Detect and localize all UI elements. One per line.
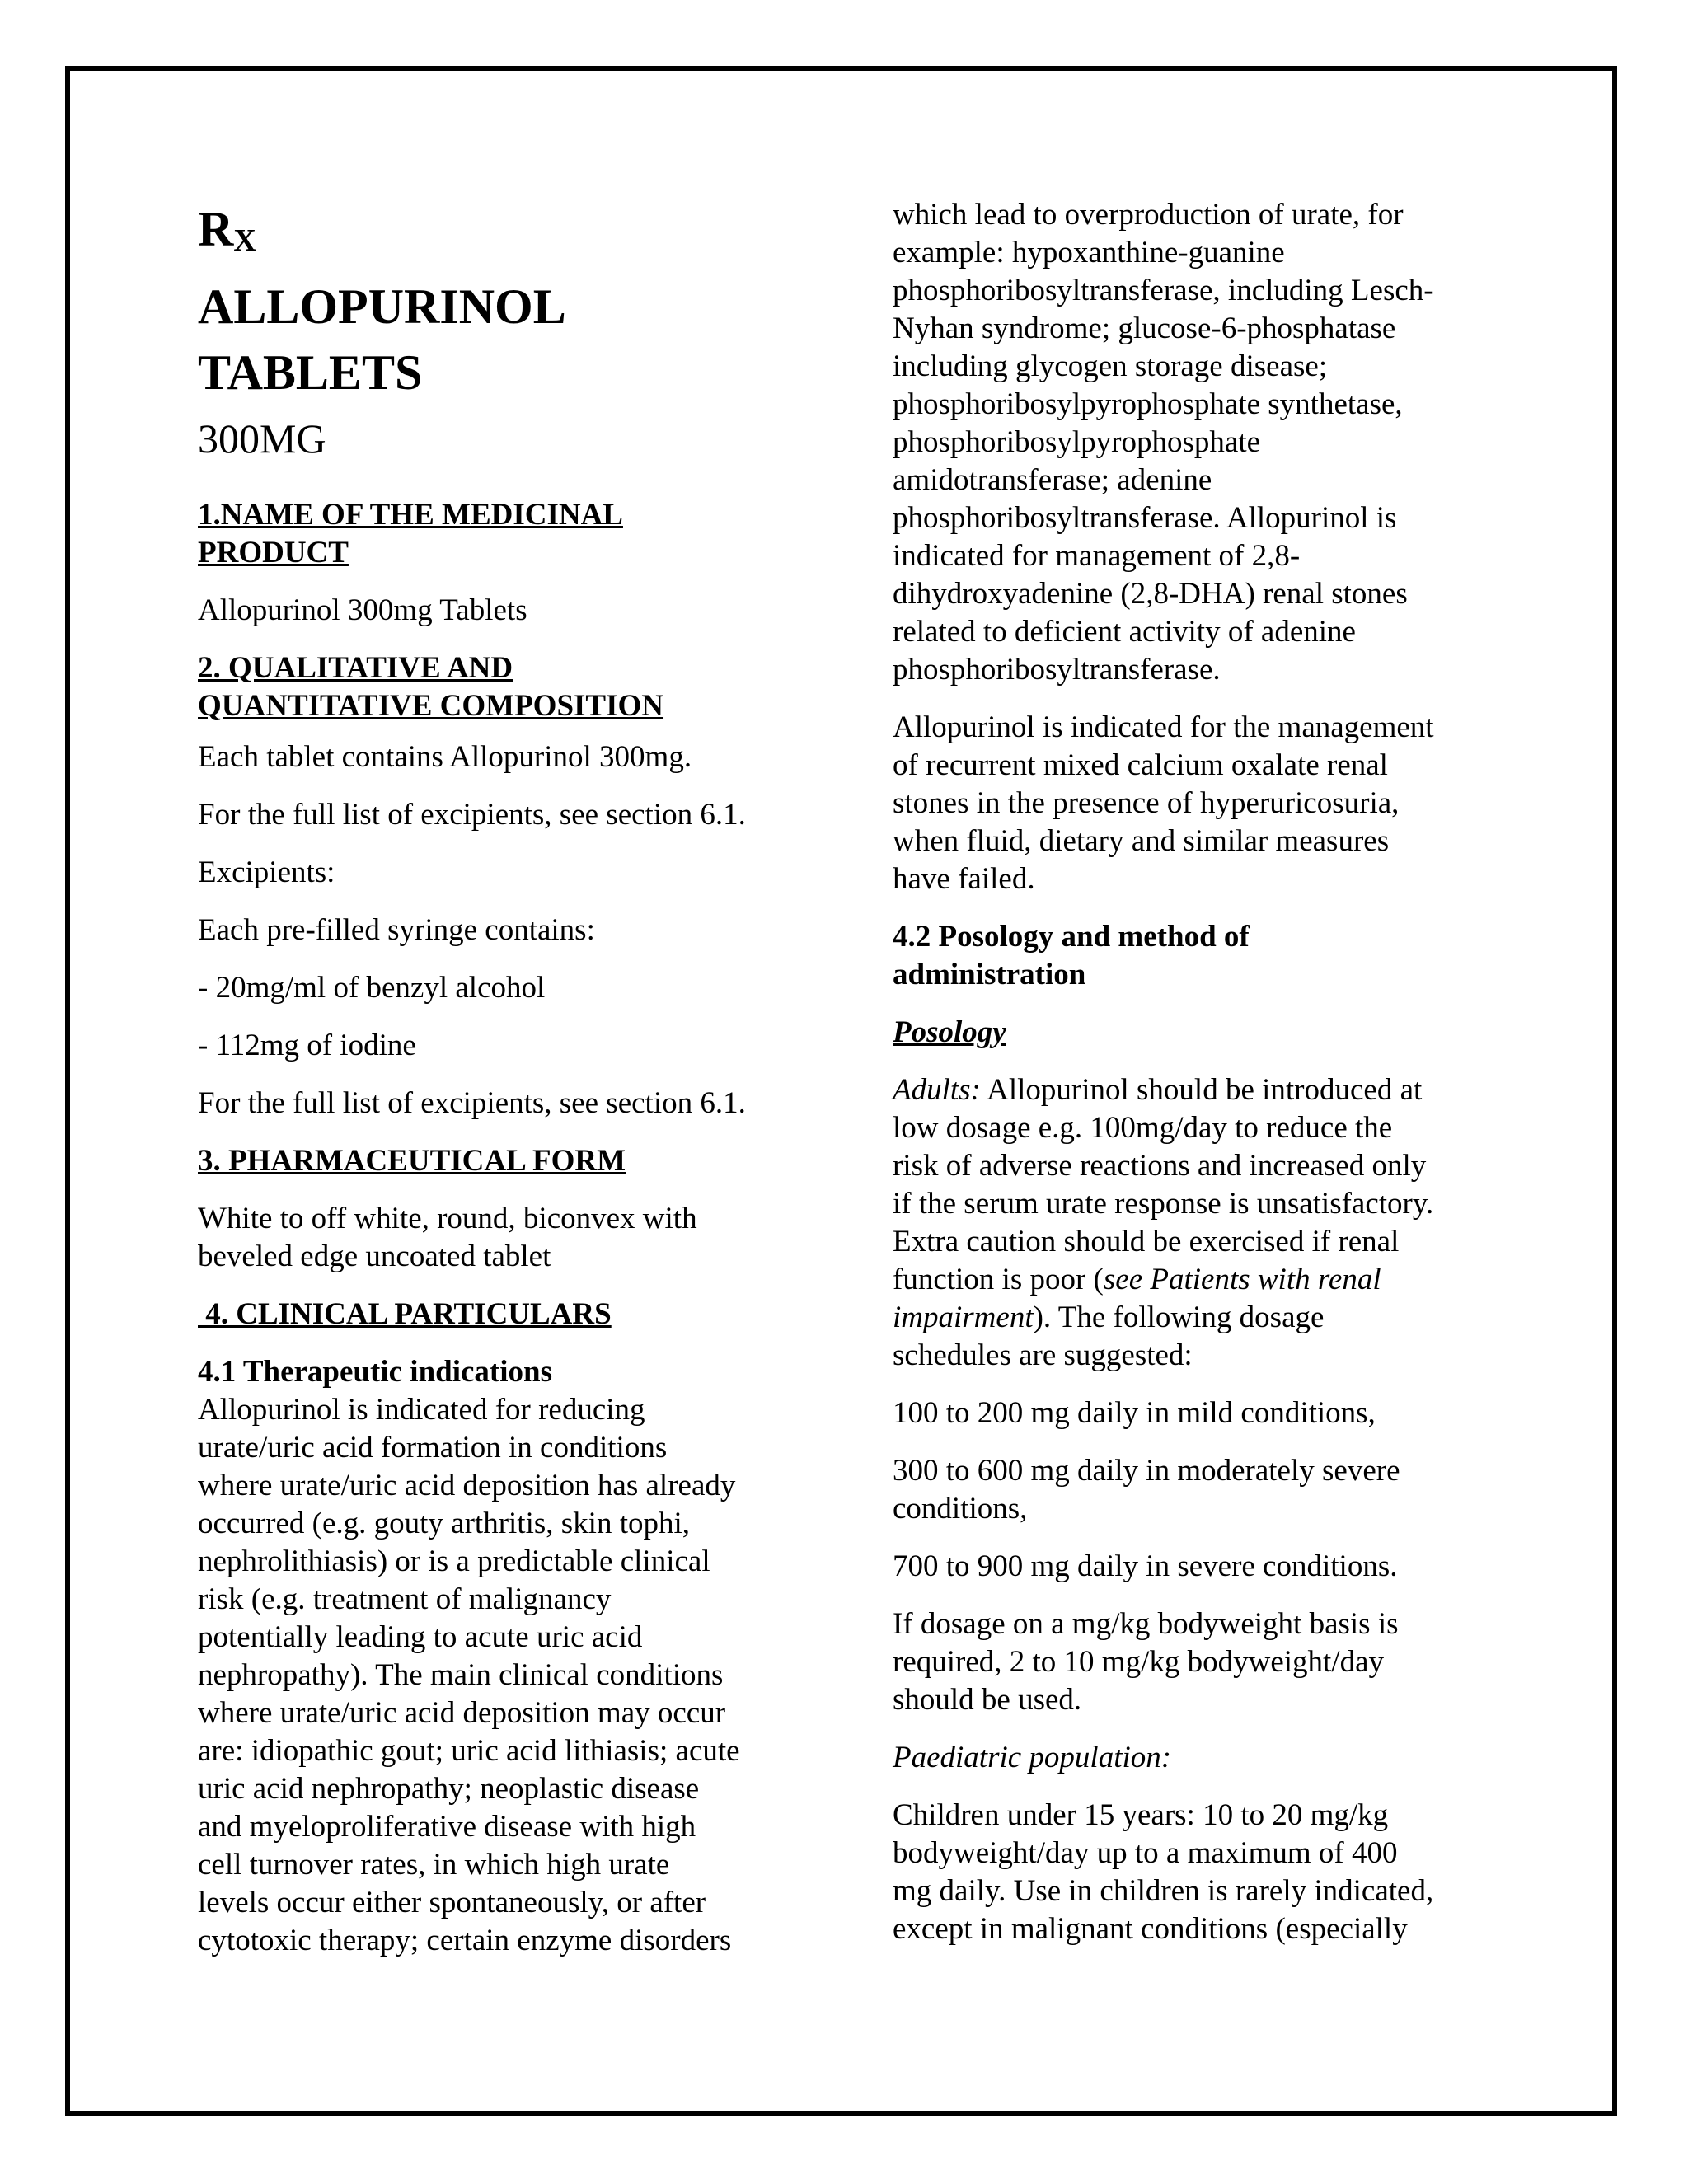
syringe-contents: Each pre-filled syringe contains:: [198, 913, 595, 947]
section-4-heading: 4. CLINICAL PARTICULARS: [198, 1297, 612, 1331]
composition-line: Each tablet contains Allopurinol 300mg.: [198, 740, 692, 774]
excipients-reference: For the full list of excipients, see section 6.1.: [198, 1086, 746, 1120]
excipients-reference: For the full list of excipients, see section 6.1.: [198, 798, 746, 832]
section-1-heading: 1.NAME OF THE MEDICINAL PRODUCT: [198, 498, 623, 569]
right-column: [893, 196, 1503, 1968]
section-1-text: Allopurinol 300mg Tablets: [198, 593, 528, 627]
section-4-1-text: Allopurinol is indicated for reducing urate/uric acid formation in conditions where urate/uric acid deposition has already occurred (e.g. gouty arthritis, skin tophi, nephrolithiasis) or is a predictable clinical risk (e.g. treatment of malignancy potentially leading to acute uric acid nephropathy). The main clinical conditions where urate/uric acid deposition may occur are: idiopathic gout; uric acid lithiasis; acute uric acid nephropathy; neoplastic disease and myeloproliferative disease with high cell turnover rates, in which high urate levels occur either spontaneously, or after cytotoxic therapy; certain enzyme disorders: [198, 1393, 740, 1957]
paediatric-heading: Paediatric population:: [893, 1741, 1172, 1774]
section-2-heading: 2. QUALITATIVE AND QUANTITATIVE COMPOSITION: [198, 651, 664, 723]
product-title: ALLOPURINOL TABLETS: [198, 279, 566, 400]
section-4-1-heading: 4.1 Therapeutic indications: [198, 1355, 552, 1389]
section-3-heading: 3. PHARMACEUTICAL FORM: [198, 1144, 626, 1178]
paediatric-text: Children under 15 years: 10 to 20 mg/kg bodyweight/day up to a maximum of 400 mg daily. Use in children is rarely indicated, except in malignant conditions (especially: [893, 1798, 1434, 1946]
section-3-text: White to off white, round, biconvex with beveled edge uncoated tablet: [198, 1202, 697, 1273]
excipients-label: Excipients:: [198, 855, 335, 889]
rx-symbol: $R_X$: [198, 202, 256, 258]
dose-severe: 700 to 900 mg daily in severe conditions.: [893, 1549, 1398, 1583]
adults-dosage-text: Adults: Allopurinol should be introduced at low dosage e.g. 100mg/day to reduce the risk of adverse reactions and increased only if the serum urate response is unsatisfactory. Extra caution should be exercised if renal function is poor (see Patients with renal impairment). The following dosage schedules are suggested:: [893, 1073, 1434, 1372]
dose-moderate: 300 to 600 mg daily in moderately severe conditions,: [893, 1454, 1400, 1526]
posology-heading: Posology: [893, 1015, 1006, 1049]
left-column: [198, 196, 808, 1960]
product-strength: 300MG: [198, 415, 326, 462]
calcium-oxalate-indication: Allopurinol is indicated for the management of recurrent mixed calcium oxalate renal stones in the presence of hyperuricosuria, when fluid, dietary and similar measures have failed.: [893, 710, 1434, 896]
dose-bodyweight: If dosage on a mg/kg bodyweight basis is required, 2 to 10 mg/kg bodyweight/day should be used.: [893, 1607, 1399, 1717]
excipient-item: - 112mg of iodine: [198, 1029, 416, 1062]
dose-mild: 100 to 200 mg daily in mild conditions,: [893, 1396, 1376, 1430]
excipient-item: - 20mg/ml of benzyl alcohol: [198, 971, 546, 1005]
section-4-2-heading: 4.2 Posology and method of administration: [893, 920, 1250, 991]
indications-continued: which lead to overproduction of urate, for example: hypoxanthine-guanine phosphoribosyltransferase, including Lesch- Nyhan syndrome; glucose-6-phosphatase including glycogen storage disease; phosphoribosylpyrophosphate synthetase, phosphoribosylpyrophosphate amidotransferase; adenine phosphoribosyltransferase. Allopurinol is indicated for management of 2,8- dihydroxyadenine (2,8-DHA) renal stones related to deficient activity of adenine phosphoribosyltransferase.: [893, 198, 1434, 687]
